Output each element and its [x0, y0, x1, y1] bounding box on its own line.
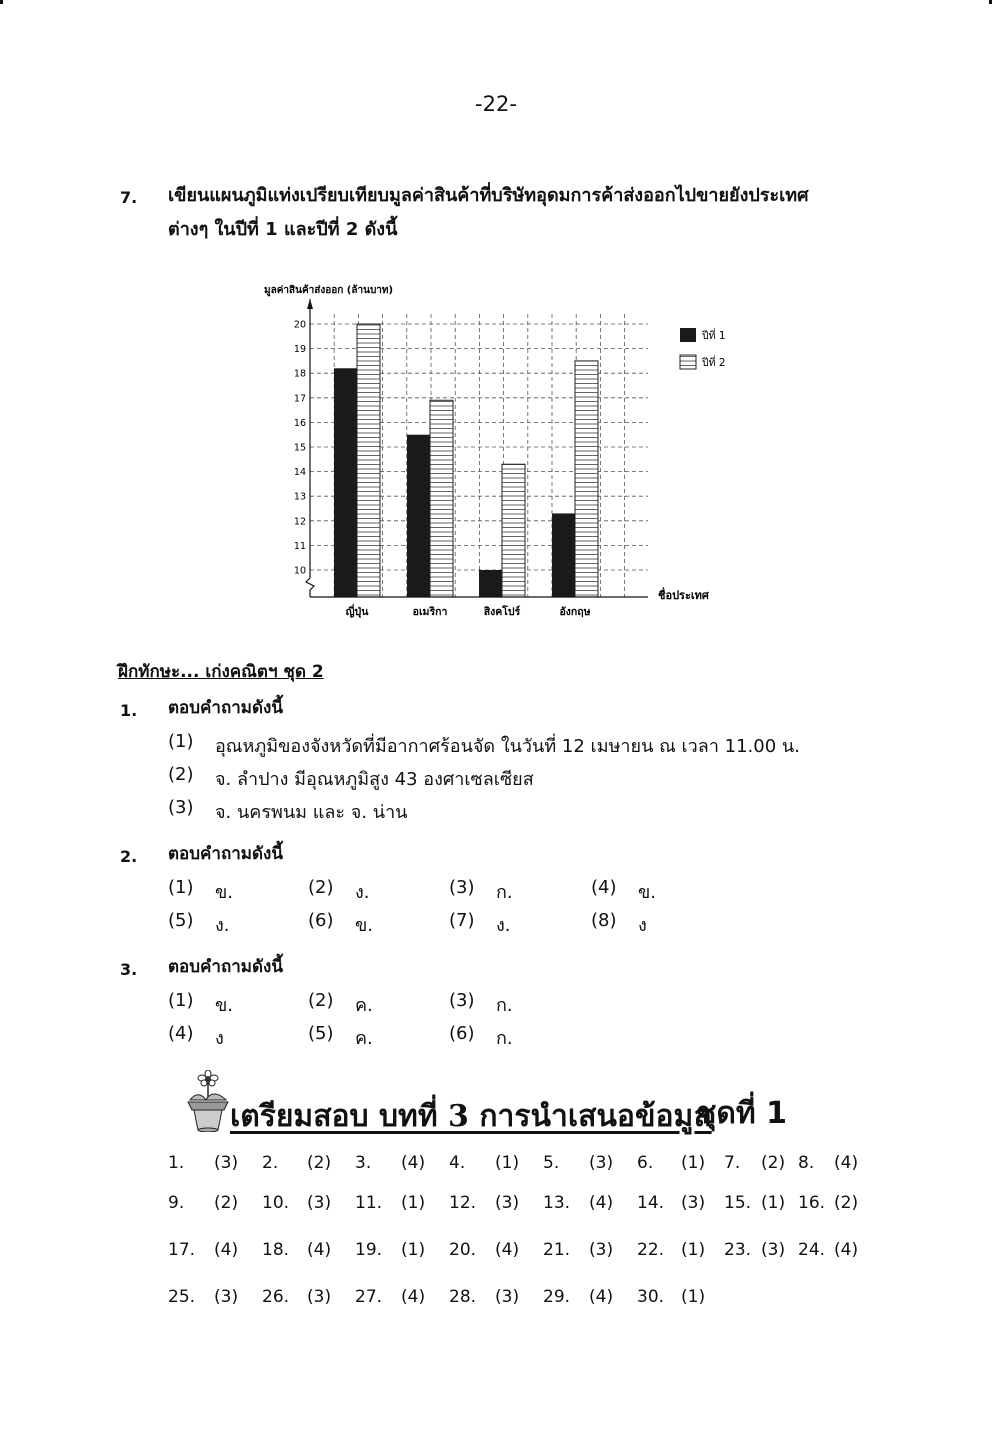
exam-answer: (3): [495, 1287, 520, 1307]
legend-label-year2: ปีที่ 2: [702, 357, 726, 369]
x-tick-label: ญี่ปุ่น: [345, 606, 369, 618]
q1-item-number: (1): [168, 731, 194, 752]
exam-question-number: 27.: [355, 1287, 383, 1307]
y-tick-label: 16: [293, 417, 306, 429]
exam-question-number: 3.: [355, 1153, 372, 1173]
exam-answer: (4): [589, 1193, 614, 1213]
exam-answer: (2): [834, 1193, 859, 1213]
exam-question-number: 26.: [262, 1287, 290, 1307]
exam-question-number: 14.: [637, 1193, 665, 1213]
exam-answer: (3): [495, 1193, 520, 1213]
q2-answer-number: (1): [168, 877, 194, 898]
exam-answer: (1): [681, 1287, 706, 1307]
exam-question-number: 20.: [449, 1240, 477, 1260]
q2-answer-value: ข.: [638, 882, 657, 903]
q3-answer-value: ง: [215, 1028, 224, 1049]
practice-q3-label: ตอบคำถามดังนี้: [168, 957, 283, 977]
q3-answer-number: (5): [308, 1023, 334, 1044]
exam-answer: (2): [761, 1153, 786, 1173]
x-tick-label: สิงคโปร์: [483, 606, 521, 618]
q1-item-text: อุณหภูมิของจังหวัดที่มีอากาศร้อนจัด ในวันที่ 12 เมษายน ณ เวลา 11.00 น.: [215, 736, 800, 757]
exam-answer: (3): [761, 1240, 786, 1260]
q2-answer-value: ง.: [215, 915, 230, 936]
question-7-line2: ต่างๆ ในปีที่ 1 และปีที่ 2 ดังนี้: [168, 219, 398, 240]
practice-q1-number: 1.: [120, 701, 138, 720]
chart-bars: [334, 324, 598, 597]
q2-answer-number: (7): [449, 910, 475, 931]
y-tick-label: 17: [293, 393, 306, 405]
q1-item-text: จ. นครพนม และ จ. น่าน: [215, 802, 408, 823]
exam-question-number: 25.: [168, 1287, 196, 1307]
q1-item-number: (2): [168, 764, 194, 785]
exam-answer: (4): [214, 1240, 239, 1260]
exam-question-number: 19.: [355, 1240, 383, 1260]
exam-question-number: 8.: [798, 1153, 815, 1173]
exam-answer: (4): [401, 1287, 426, 1307]
axis-break: [306, 578, 314, 597]
exam-answer: (1): [401, 1193, 426, 1213]
y-tick-label: 11: [293, 540, 306, 552]
q2-answer-value: ข.: [355, 915, 374, 936]
practice-title: ฝึกทักษะ... เก่งคณิตฯ ชุด 2: [118, 662, 324, 682]
exam-question-number: 13.: [543, 1193, 571, 1213]
exam-question-number: 2.: [262, 1153, 279, 1173]
exam-answer: (3): [214, 1153, 239, 1173]
exam-question-number: 7.: [724, 1153, 741, 1173]
exam-answer: (4): [495, 1240, 520, 1260]
exam-question-number: 5.: [543, 1153, 560, 1173]
y-tick-label: 18: [293, 368, 306, 380]
exam-question-number: 22.: [637, 1240, 665, 1260]
exam-answer: (1): [681, 1240, 706, 1260]
exam-question-number: 11.: [355, 1193, 383, 1213]
exam-question-number: 4.: [449, 1153, 466, 1173]
question-7-line1: เขียนแผนภูมิแท่งเปรียบเทียบมูลค่าสินค้าที่บริษัทอุดมการค้าส่งออกไปขายยังประเทศ: [168, 185, 809, 206]
y-tick-label: 14: [293, 467, 306, 479]
q2-answer-value: ก.: [496, 882, 513, 903]
bar-year1-2: [407, 435, 430, 597]
bar-year2-3: [502, 464, 525, 597]
flower-pot-icon: [186, 1070, 230, 1132]
exam-answer: (4): [401, 1153, 426, 1173]
q1-item-number: (3): [168, 797, 194, 818]
q2-answer-value: ข.: [215, 882, 234, 903]
q2-answer-number: (5): [168, 910, 194, 931]
practice-q1-label: ตอบคำถามดังนี้: [168, 698, 283, 718]
exam-question-number: 21.: [543, 1240, 571, 1260]
chart-y-axis-label: มูลค่าสินค้าส่งออก (ล้านบาท): [264, 285, 394, 296]
y-tick-label: 15: [293, 442, 306, 454]
exam-question-number: 1.: [168, 1153, 185, 1173]
exam-answer: (3): [681, 1193, 706, 1213]
exam-question-number: 23.: [724, 1240, 752, 1260]
legend-swatch-year1: [680, 328, 696, 342]
exam-answer: (4): [834, 1240, 859, 1260]
bar-year2-1: [357, 324, 380, 597]
exam-question-number: 18.: [262, 1240, 290, 1260]
exam-answer: (4): [834, 1153, 859, 1173]
q2-answer-value: ง.: [496, 915, 511, 936]
chart-y-ticks: [294, 320, 306, 577]
exam-answer: (3): [589, 1240, 614, 1260]
question-7-number: 7.: [120, 188, 138, 207]
practice-q2-number: 2.: [120, 847, 138, 866]
exam-answer: (3): [307, 1193, 332, 1213]
q3-answer-number: (2): [308, 990, 334, 1011]
exam-question-number: 9.: [168, 1193, 185, 1213]
exam-answer: (1): [495, 1153, 520, 1173]
y-tick-label: 19: [293, 344, 306, 356]
chart-legend: [680, 328, 726, 369]
y-tick-label: 20: [293, 319, 306, 331]
x-tick-label: อังกฤษ: [559, 606, 591, 618]
exam-question-number: 17.: [168, 1240, 196, 1260]
q3-answer-value: ก.: [496, 995, 513, 1016]
bar-year2-2: [430, 400, 453, 597]
q2-answer-number: (8): [591, 910, 617, 931]
bar-year1-1: [334, 368, 357, 597]
exam-answer: (1): [681, 1153, 706, 1173]
exam-question-number: 24.: [798, 1240, 826, 1260]
exam-question-number: 28.: [449, 1287, 477, 1307]
exam-answer: (1): [761, 1193, 786, 1213]
practice-q3-number: 3.: [120, 960, 138, 979]
q2-answer-number: (2): [308, 877, 334, 898]
bar-chart: [250, 275, 730, 625]
bar-year1-3: [479, 570, 502, 597]
q2-answer-number: (6): [308, 910, 334, 931]
q3-answer-number: (4): [168, 1023, 194, 1044]
q3-answer-value: ค.: [355, 1028, 373, 1049]
exam-question-number: 16.: [798, 1193, 826, 1213]
exam-question-number: 29.: [543, 1287, 571, 1307]
practice-q2-label: ตอบคำถามดังนี้: [168, 844, 283, 864]
exam-answer: (3): [307, 1287, 332, 1307]
exam-answer: (2): [307, 1153, 332, 1173]
bar-year1-4: [552, 513, 575, 597]
y-tick-label: 13: [293, 491, 306, 503]
bar-year2-4: [575, 361, 598, 597]
legend-label-year1: ปีที่ 1: [702, 330, 726, 342]
exam-question-number: 12.: [449, 1193, 477, 1213]
q2-answer-value: ง.: [355, 882, 370, 903]
exam-title: เตรียมสอบ บทที่ 3 การนำเสนอข้อมูล: [230, 1099, 712, 1134]
y-tick-label: 12: [293, 516, 306, 528]
exam-set-label: ชุดที่ 1: [696, 1096, 787, 1131]
exam-question-number: 6.: [637, 1153, 654, 1173]
exam-question-number: 30.: [637, 1287, 665, 1307]
y-tick-label: 10: [293, 565, 306, 577]
exam-answer: (4): [307, 1240, 332, 1260]
exam-answer: (2): [214, 1193, 239, 1213]
exam-answer: (1): [401, 1240, 426, 1260]
q3-answer-value: ค.: [355, 995, 373, 1016]
q2-answer-value: ง: [638, 915, 647, 936]
x-tick-label: อเมริกา: [412, 606, 448, 618]
page-number: -22-: [475, 92, 517, 116]
q3-answer-number: (3): [449, 990, 475, 1011]
q3-answer-number: (6): [449, 1023, 475, 1044]
q3-answer-value: ข.: [215, 995, 234, 1016]
legend-swatch-year2: [680, 355, 696, 369]
q3-answer-number: (1): [168, 990, 194, 1011]
q2-answer-number: (4): [591, 877, 617, 898]
crop-mark-left: [0, 0, 3, 4]
q3-answer-value: ก.: [496, 1028, 513, 1049]
chart-x-ticks: [346, 603, 591, 619]
exam-question-number: 10.: [262, 1193, 290, 1213]
y-axis-arrow: [307, 299, 313, 309]
q1-item-text: จ. ลำปาง มีอุณหภูมิสูง 43 องศาเซลเซียส: [215, 769, 534, 790]
exam-answer: (3): [214, 1287, 239, 1307]
chart-x-axis-label: ชื่อประเทศ: [658, 589, 709, 602]
exam-answer: (3): [589, 1153, 614, 1173]
exam-answer: (4): [589, 1287, 614, 1307]
q2-answer-number: (3): [449, 877, 475, 898]
exam-question-number: 15.: [724, 1193, 752, 1213]
